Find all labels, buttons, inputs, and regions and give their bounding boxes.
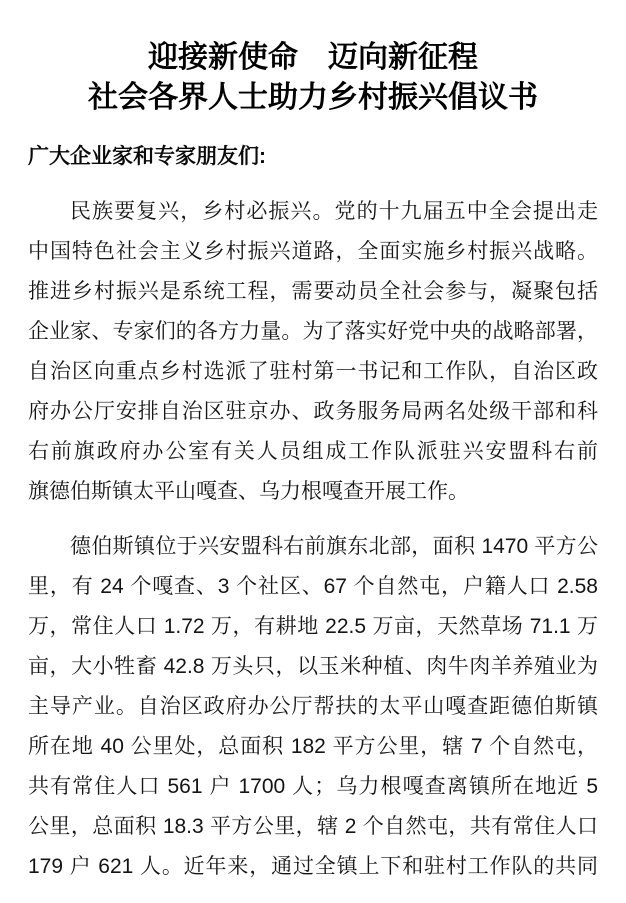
paragraph-line: 民族要复兴，乡村必振兴。党的十九届五中全会提出走 — [70, 200, 598, 223]
paragraph-line: 自治区向重点乡村选派了驻村第一书记和工作队，自治区政 — [28, 360, 598, 383]
paragraph-line: 企业家、专家们的各方力量。为了落实好党中央的战略部署， — [28, 320, 598, 343]
paragraph-line: 推进乡村振兴是系统工程，需要动员全社会参与，凝聚包括 — [28, 280, 598, 303]
paragraph-line: 主导产业。自治区政府办公厅帮扶的太平山嘎查距德伯斯镇 — [28, 695, 598, 718]
page-title-line-1: 迎接新使命 迈向新征程 — [148, 41, 478, 74]
paragraph-line: 共有常住人口 561 户 1700 人；乌力根嘎查离镇所在地近 5 — [28, 775, 598, 798]
paragraph-line: 万，常住人口 1.72 万，有耕地 22.5 万亩，天然草场 71.1 万 — [28, 615, 598, 638]
paragraph-line: 179 户 621 人。近年来，通过全镇上下和驻村工作队的共同 — [28, 855, 598, 878]
paragraph-line: 中国特色社会主义乡村振兴道路，全面实施乡村振兴战略。 — [28, 240, 598, 263]
paragraph-line: 右前旗政府办公室有关人员组成工作队派驻兴安盟科右前 — [28, 440, 598, 463]
paragraph-line: 里，有 24 个嘎查、3 个社区、67 个自然屯，户籍人口 2.58 — [28, 575, 598, 598]
document-body — [28, 192, 598, 887]
paragraph-line: 亩，大小牲畜 42.8 万头只，以玉米种植、肉牛肉羊养殖业为 — [28, 655, 598, 678]
salutation: 广大企业家和专家朋友们: — [28, 145, 266, 168]
page-title — [28, 38, 598, 118]
paragraph — [28, 192, 598, 512]
page-title-line-2: 社会各界人士助力乡村振兴倡议书 — [88, 81, 538, 114]
paragraph-line: 所在地 40 公里处，总面积 182 平方公里，辖 7 个自然屯， — [28, 735, 598, 758]
paragraph — [28, 527, 598, 887]
paragraph-line: 府办公厅安排自治区驻京办、政务服务局两名处级干部和科 — [28, 400, 598, 423]
paragraph-line: 旗德伯斯镇太平山嘎查、乌力根嘎查开展工作。 — [28, 480, 469, 503]
paragraph-line: 公里，总面积 18.3 平方公里，辖 2 个自然屯，共有常住人口 — [28, 815, 598, 838]
paragraph-line: 德伯斯镇位于兴安盟科右前旗东北部，面积 1470 平方公 — [70, 535, 598, 558]
